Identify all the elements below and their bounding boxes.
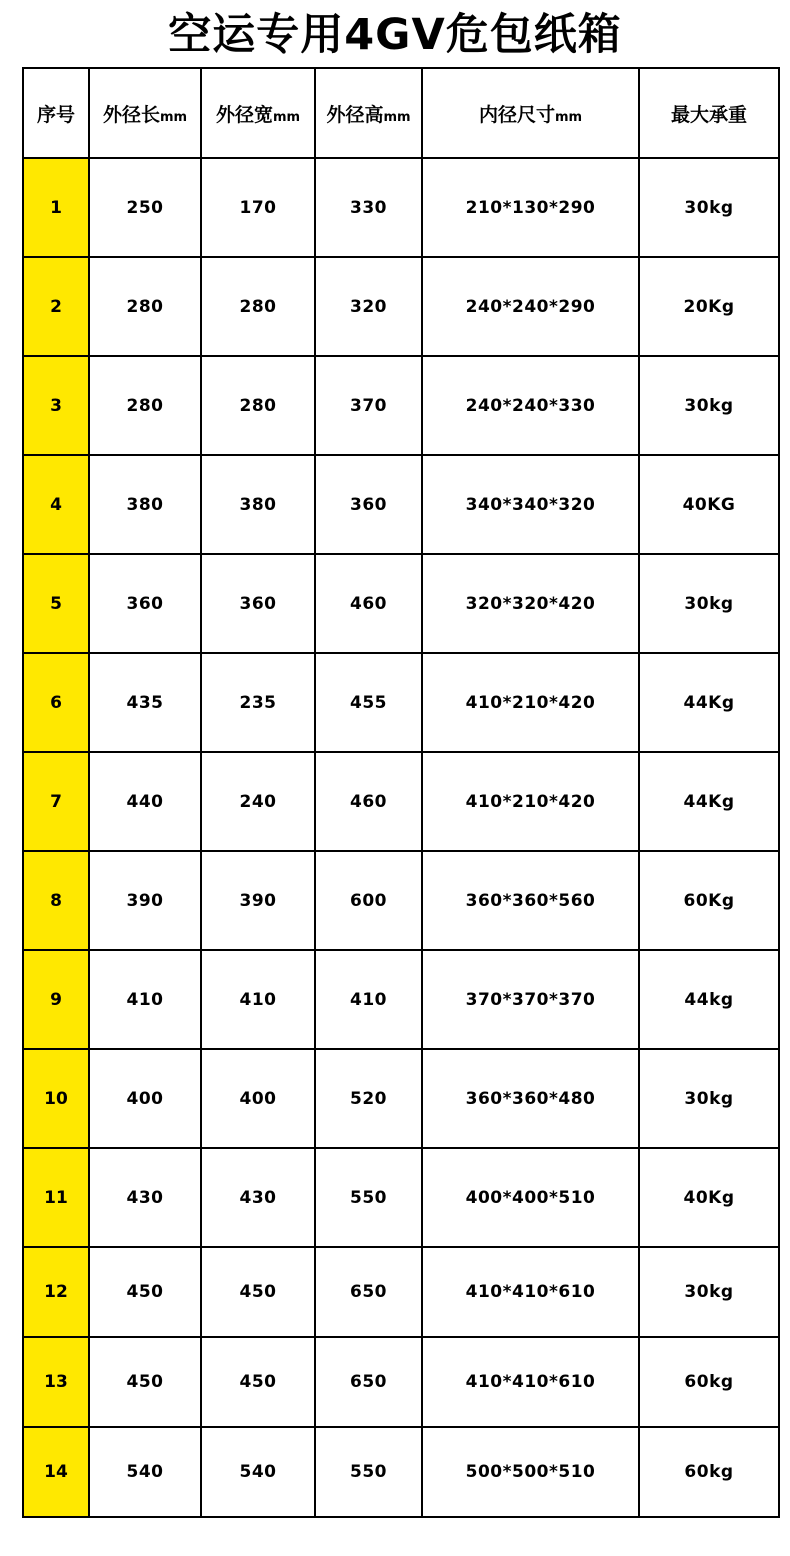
table-row [23,1148,779,1247]
column-header-index-label: 序号 [36,103,75,126]
cell-outer-length: 410 [89,950,201,1049]
cell-outer-length: 390 [89,851,201,950]
cell-index: 4 [23,455,89,554]
column-header-outer-height-unit: mm [383,109,411,125]
cell-index: 8 [23,851,89,950]
cell-outer-width: 280 [201,257,315,356]
cell-index: 12 [23,1247,89,1337]
cell-outer-width: 450 [201,1337,315,1427]
page-title: 空运专用4GV危包纸箱 [168,10,622,60]
column-header-max-load-label: 最大承重 [670,103,747,126]
cell-inner-size: 410*210*420 [422,752,639,851]
cell-inner-size: 410*410*610 [422,1247,639,1337]
cell-outer-width: 430 [201,1148,315,1247]
cell-outer-length: 430 [89,1148,201,1247]
cell-index: 7 [23,752,89,851]
cell-outer-length: 250 [89,158,201,257]
cell-outer-height: 650 [315,1337,422,1427]
cell-max-load: 30kg [639,356,779,455]
cell-inner-size: 340*340*320 [422,455,639,554]
cell-max-load: 20Kg [639,257,779,356]
cell-inner-size: 410*210*420 [422,653,639,752]
cell-max-load: 60kg [639,1427,779,1517]
column-header-inner-size-unit: mm [554,109,583,125]
cell-inner-size: 500*500*510 [422,1427,639,1517]
column-header-inner-size-label: 内径尺寸 [478,103,555,126]
cell-index: 11 [23,1148,89,1247]
cell-outer-length: 450 [89,1247,201,1337]
cell-max-load: 44Kg [639,752,779,851]
table-row [23,752,779,851]
cell-outer-height: 550 [315,1427,422,1517]
cell-outer-height: 370 [315,356,422,455]
table-row [23,257,779,356]
cell-outer-height: 410 [315,950,422,1049]
cell-outer-height: 330 [315,158,422,257]
cell-outer-length: 280 [89,356,201,455]
cell-inner-size: 360*360*560 [422,851,639,950]
cell-outer-width: 240 [201,752,315,851]
table-row [23,851,779,950]
cell-outer-height: 460 [315,554,422,653]
column-header-max-load [639,68,779,158]
column-header-outer-height [315,68,422,158]
cell-max-load: 60Kg [639,851,779,950]
cell-max-load: 30kg [639,158,779,257]
cell-outer-height: 520 [315,1049,422,1148]
column-header-outer-length-unit: mm [159,109,188,125]
cell-outer-length: 540 [89,1427,201,1517]
cell-index: 13 [23,1337,89,1427]
cell-max-load: 40Kg [639,1148,779,1247]
cell-index: 14 [23,1427,89,1517]
column-header-outer-width-unit: mm [272,109,301,125]
cell-max-load: 40KG [639,455,779,554]
cell-index: 1 [23,158,89,257]
cell-index: 9 [23,950,89,1049]
cell-outer-length: 435 [89,653,201,752]
cell-outer-width: 390 [201,851,315,950]
table-row [23,356,779,455]
cell-inner-size: 210*130*290 [422,158,639,257]
cell-outer-width: 540 [201,1427,315,1517]
table-row [23,158,779,257]
column-header-outer-width-label: 外径宽 [215,103,273,126]
table-row [23,653,779,752]
cell-outer-height: 460 [315,752,422,851]
cell-index: 10 [23,1049,89,1148]
column-header-index [23,68,89,158]
cell-index: 2 [23,257,89,356]
cell-max-load: 60kg [639,1337,779,1427]
cell-outer-width: 450 [201,1247,315,1337]
table-row [23,950,779,1049]
cell-index: 5 [23,554,89,653]
cell-index: 6 [23,653,89,752]
table-row [23,1337,779,1427]
cell-max-load: 30kg [639,1247,779,1337]
cell-outer-length: 450 [89,1337,201,1427]
cell-outer-height: 455 [315,653,422,752]
cell-outer-height: 650 [315,1247,422,1337]
cell-outer-height: 360 [315,455,422,554]
column-header-outer-height-label: 外径高 [326,103,384,126]
cell-max-load: 44kg [639,950,779,1049]
cell-outer-width: 380 [201,455,315,554]
cell-max-load: 30kg [639,1049,779,1148]
table-row [23,1427,779,1517]
cell-outer-height: 600 [315,851,422,950]
cell-inner-size: 240*240*290 [422,257,639,356]
spec-table [22,67,780,1518]
cell-outer-length: 440 [89,752,201,851]
column-header-outer-length [89,68,201,158]
cell-outer-width: 280 [201,356,315,455]
cell-inner-size: 410*410*610 [422,1337,639,1427]
column-header-inner-size [422,68,639,158]
cell-outer-width: 400 [201,1049,315,1148]
cell-max-load: 44Kg [639,653,779,752]
cell-inner-size: 370*370*370 [422,950,639,1049]
table-row [23,1247,779,1337]
column-header-outer-length-label: 外径长 [102,103,160,126]
cell-index: 3 [23,356,89,455]
cell-inner-size: 240*240*330 [422,356,639,455]
cell-inner-size: 320*320*420 [422,554,639,653]
cell-outer-width: 360 [201,554,315,653]
table-header [23,68,779,158]
cell-outer-length: 380 [89,455,201,554]
cell-outer-height: 550 [315,1148,422,1247]
cell-outer-width: 410 [201,950,315,1049]
cell-outer-width: 235 [201,653,315,752]
table-row [23,554,779,653]
cell-inner-size: 400*400*510 [422,1148,639,1247]
spec-table-container [0,67,790,1518]
cell-outer-length: 400 [89,1049,201,1148]
table-body [23,158,779,1517]
cell-outer-width: 170 [201,158,315,257]
cell-outer-height: 320 [315,257,422,356]
column-header-outer-width [201,68,315,158]
table-row [23,1049,779,1148]
cell-inner-size: 360*360*480 [422,1049,639,1148]
cell-outer-length: 360 [89,554,201,653]
cell-outer-length: 280 [89,257,201,356]
table-header-row [23,68,779,158]
cell-max-load: 30kg [639,554,779,653]
table-row [23,455,779,554]
